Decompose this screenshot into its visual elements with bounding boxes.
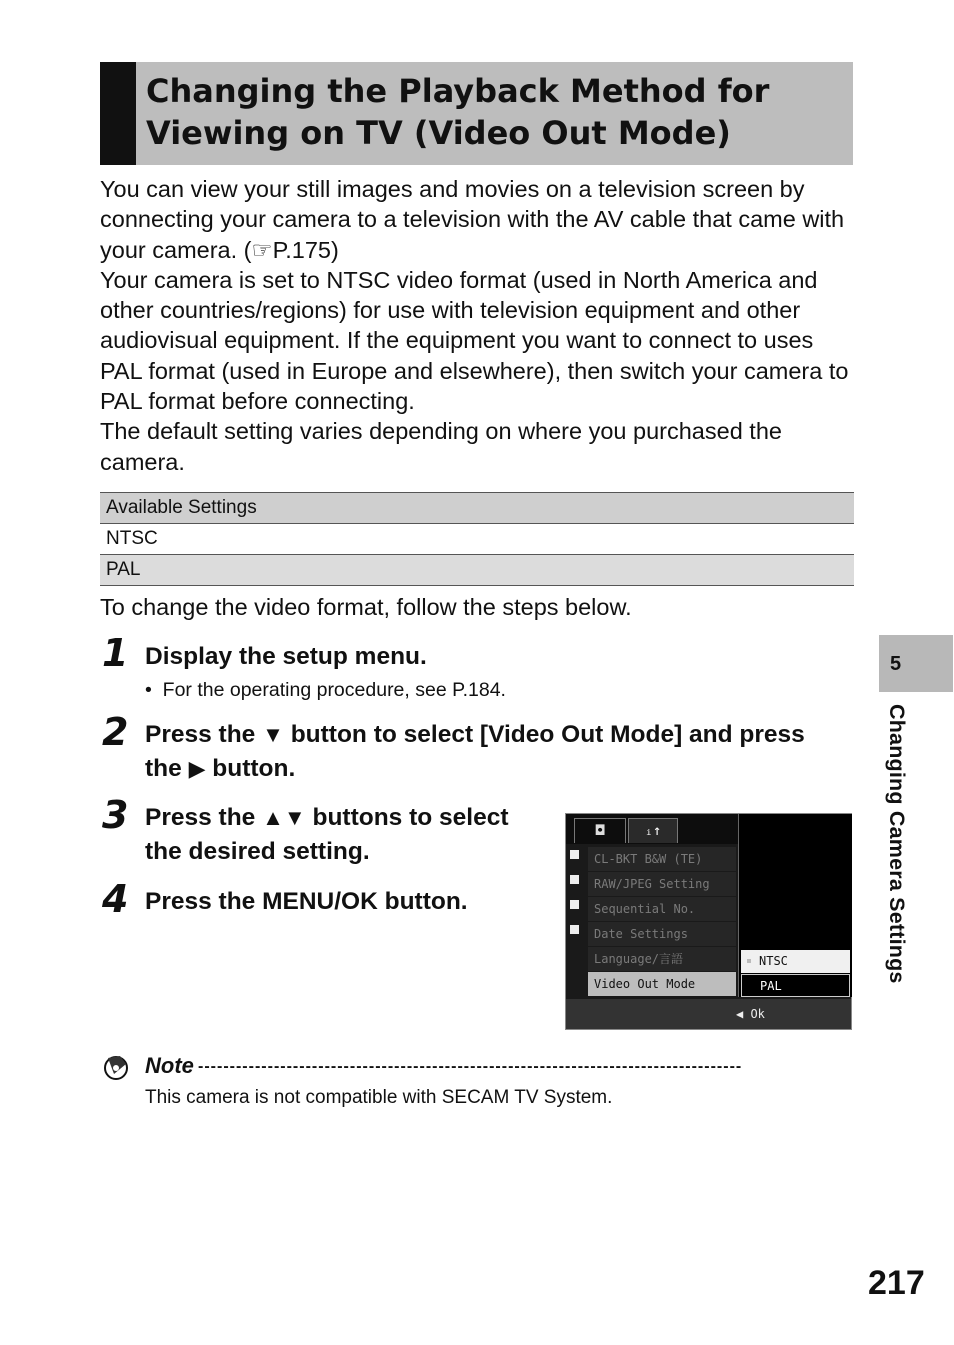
option-pal-label: PAL [760,979,782,993]
menu-item: RAW/JPEG Setting [588,872,736,896]
option-pal [741,974,850,997]
page-reference-icon: ☞ [251,236,273,263]
intro-text [100,174,860,477]
screen-tab-bar [566,814,738,844]
camera-tab-icon: ◘ [574,818,626,843]
table-header-row [100,493,854,524]
setup-menu-list [588,847,736,997]
note-pencil-icon [102,1052,130,1080]
step-3-number: 3 [102,793,129,837]
step-4-text: Press the MENU/OK button. [145,888,468,915]
available-settings-table [100,492,854,586]
step-1-number: 1 [102,631,129,675]
menu-item: CL-BKT B&W (TE) [588,847,736,871]
chapter-number: 5 [890,653,902,675]
screen-side-indicator [570,850,582,950]
footer-ok-hint: ◀ Ok [736,1007,765,1021]
steps-lead-text: To change the video format, follow the steps below. [100,594,632,620]
indicator-square [570,850,579,859]
option-ntsc [741,950,850,973]
table-header-cell: Available Settings [100,493,854,524]
indicator-square [570,925,579,934]
step-2-text [145,718,825,786]
video-out-options-panel [738,814,852,997]
option-ntsc-label: NTSC [759,954,788,968]
menu-item-video-out-mode: Video Out Mode [588,972,736,996]
right-arrow-icon: ▶ [188,756,206,781]
step-1-text: Display the setup menu. [145,643,427,670]
note-label: Note [145,1053,194,1078]
step-2-number: 2 [102,710,129,754]
screen-footer [566,999,851,1029]
menu-item: Language/言語 [588,947,736,971]
step-3-text-a: Press the [145,804,263,831]
step-2-text-a: Press the [145,721,263,748]
title-line-1: Changing the Playback Method for [146,72,770,110]
intro-paragraph-2: Your camera is set to NTSC video format (used in North America and other countries/regions) for use with television equipment and other audiovisual equipment. If the equipment you want to connect to uses PAL format (used in Europe and elsewhere), then switch your camera to PAL format before connecting. [100,266,849,415]
menu-item: Sequential No. [588,897,736,921]
menu-item: Date Settings [588,922,736,946]
intro-p1-text: You can view your still images and movies on a television screen by connecting your camera to a television with the AV cable that came with your camera. ( [100,176,845,263]
step-2-text-c: button. [205,755,296,782]
table-cell-ntsc: NTSC [100,524,854,555]
intro-paragraph-1 [100,174,860,265]
intro-p1-close: ) [330,236,339,263]
page-number: 217 [868,1264,925,1302]
page-title [146,70,846,154]
option-dot-icon [747,959,751,963]
section-title-box [100,62,853,165]
note-text: This camera is not compatible with SECAM TV System. [145,1087,613,1108]
table-row [100,524,854,555]
setup-tab-icon: ᵢ↑ [628,818,678,843]
chapter-title: Changing Camera Settings [885,704,909,984]
up-down-arrows-icon: ▲▼ [262,805,306,830]
step-3-text [145,801,545,869]
step-3-text-b: buttons to select the desired setting. [145,804,509,865]
camera-screen-illustration [565,813,852,1030]
note-divider: -------------------------------------------------------------------------------------- [198,1058,743,1075]
indicator-square [570,900,579,909]
intro-paragraph-3: The default setting varies depending on where you purchased the camera. [100,418,782,475]
step-1-bullet: • For the operating procedure, see P.184. [145,679,506,701]
table-cell-pal: PAL [100,555,854,586]
page-reference-link[interactable]: P.175 [272,236,331,263]
table-row [100,555,854,586]
step-4-number: 4 [102,877,129,921]
indicator-square [570,875,579,884]
down-arrow-icon: ▼ [262,722,284,747]
step-2-text-b: button to select [Video Out Mode] and press the [145,721,805,782]
title-line-2: Viewing on TV (Video Out Mode) [146,114,731,152]
step-1-bullet-text: For the operating procedure, see P.184. [162,679,506,701]
title-accent-bar [100,62,136,165]
